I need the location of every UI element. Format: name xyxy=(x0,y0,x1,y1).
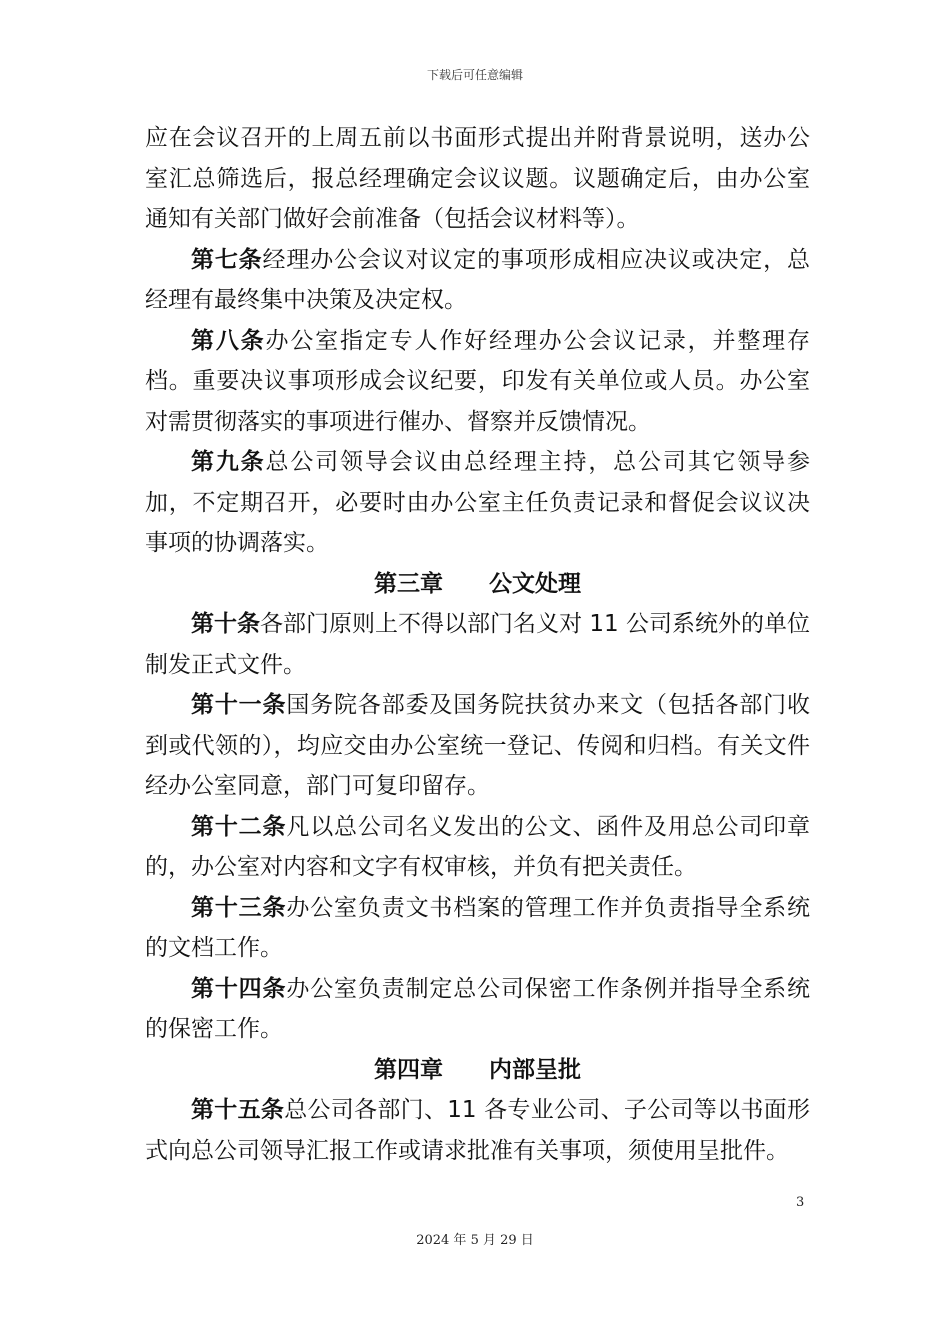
article-10 xyxy=(145,604,810,685)
article-heading: 第八条 xyxy=(191,327,266,354)
article-15 xyxy=(145,1090,810,1171)
paragraph-continued: 应在会议召开的上周五前以书面形式提出并附背景说明，送办公室汇总筛选后，报总经理确定会议议题。议题确定后，由办公室通知有关部门做好会前准备（包括会议材料等）。 xyxy=(145,125,810,232)
chapter-number: 第四章 xyxy=(374,1056,443,1083)
article-heading: 第七条 xyxy=(191,246,263,273)
article-12 xyxy=(145,807,810,888)
chapter-title: 内部呈批 xyxy=(489,1056,581,1083)
header-note: 下载后可任意编辑 xyxy=(426,68,523,82)
article-heading: 第十三条 xyxy=(191,894,287,921)
article-text: 总公司领导会议由总经理主持，总公司其它领导参加，不定期召开，必要时由办公室主任负责记录和督促会议议决事项的协调落实。 xyxy=(145,449,810,556)
article-text: 办公室负责制定总公司保密工作条例并指导全系统的保密工作。 xyxy=(145,975,811,1042)
article-11 xyxy=(145,685,810,807)
article-text: 总公司各部门、11 各专业公司、子公司等以书面形式向总公司领导汇报工作或请求批准有关事项，须使用呈批件。 xyxy=(145,1097,810,1164)
article-heading: 第十一条 xyxy=(191,692,287,718)
chapter-heading-3 xyxy=(145,564,810,605)
article-heading: 第十五条 xyxy=(191,1097,285,1123)
article-text: 办公室负责文书档案的管理工作并负责指导全系统的文档工作。 xyxy=(145,894,811,961)
article-9 xyxy=(145,442,810,564)
article-heading: 第九条 xyxy=(191,449,266,475)
article-7 xyxy=(145,240,810,321)
document-body xyxy=(145,118,810,1171)
article-text: 经理办公会议对议定的事项形成相应决议或决定，总经理有最终集中决策及决定权。 xyxy=(145,246,811,313)
article-14 xyxy=(145,969,810,1050)
page-number: 3 xyxy=(796,1195,805,1210)
chapter-title: 公文处理 xyxy=(489,570,581,597)
article-13 xyxy=(145,888,810,969)
article-text: 各部门原则上不得以部门名义对 11 公司系统外的单位制发正式文件。 xyxy=(145,611,811,678)
article-heading: 第十二条 xyxy=(191,813,287,840)
article-text: 国务院各部委及国务院扶贫办来文（包括各部门收到或代领的），均应交由办公室统一登记、传阅和归档。有关文件经办公室同意，部门可复印留存。 xyxy=(145,692,811,799)
article-heading: 第十四条 xyxy=(191,975,287,1002)
article-8 xyxy=(145,321,810,443)
article-heading: 第十条 xyxy=(191,611,261,637)
chapter-heading-4 xyxy=(145,1050,810,1091)
article-text: 凡以总公司名义发出的公文、函件及用总公司印章的，办公室对内容和文字有权审核，并负有把关责任。 xyxy=(145,813,811,880)
footer-date: 2024 年 5 月 29 日 xyxy=(416,1233,534,1248)
chapter-number: 第三章 xyxy=(374,570,443,597)
article-text: 办公室指定专人作好经理办公会议记录，并整理存档。重要决议事项形成会议纪要，印发有关单位或人员。办公室对需贯彻落实的事项进行催办、督察并反馈情况。 xyxy=(145,327,810,435)
